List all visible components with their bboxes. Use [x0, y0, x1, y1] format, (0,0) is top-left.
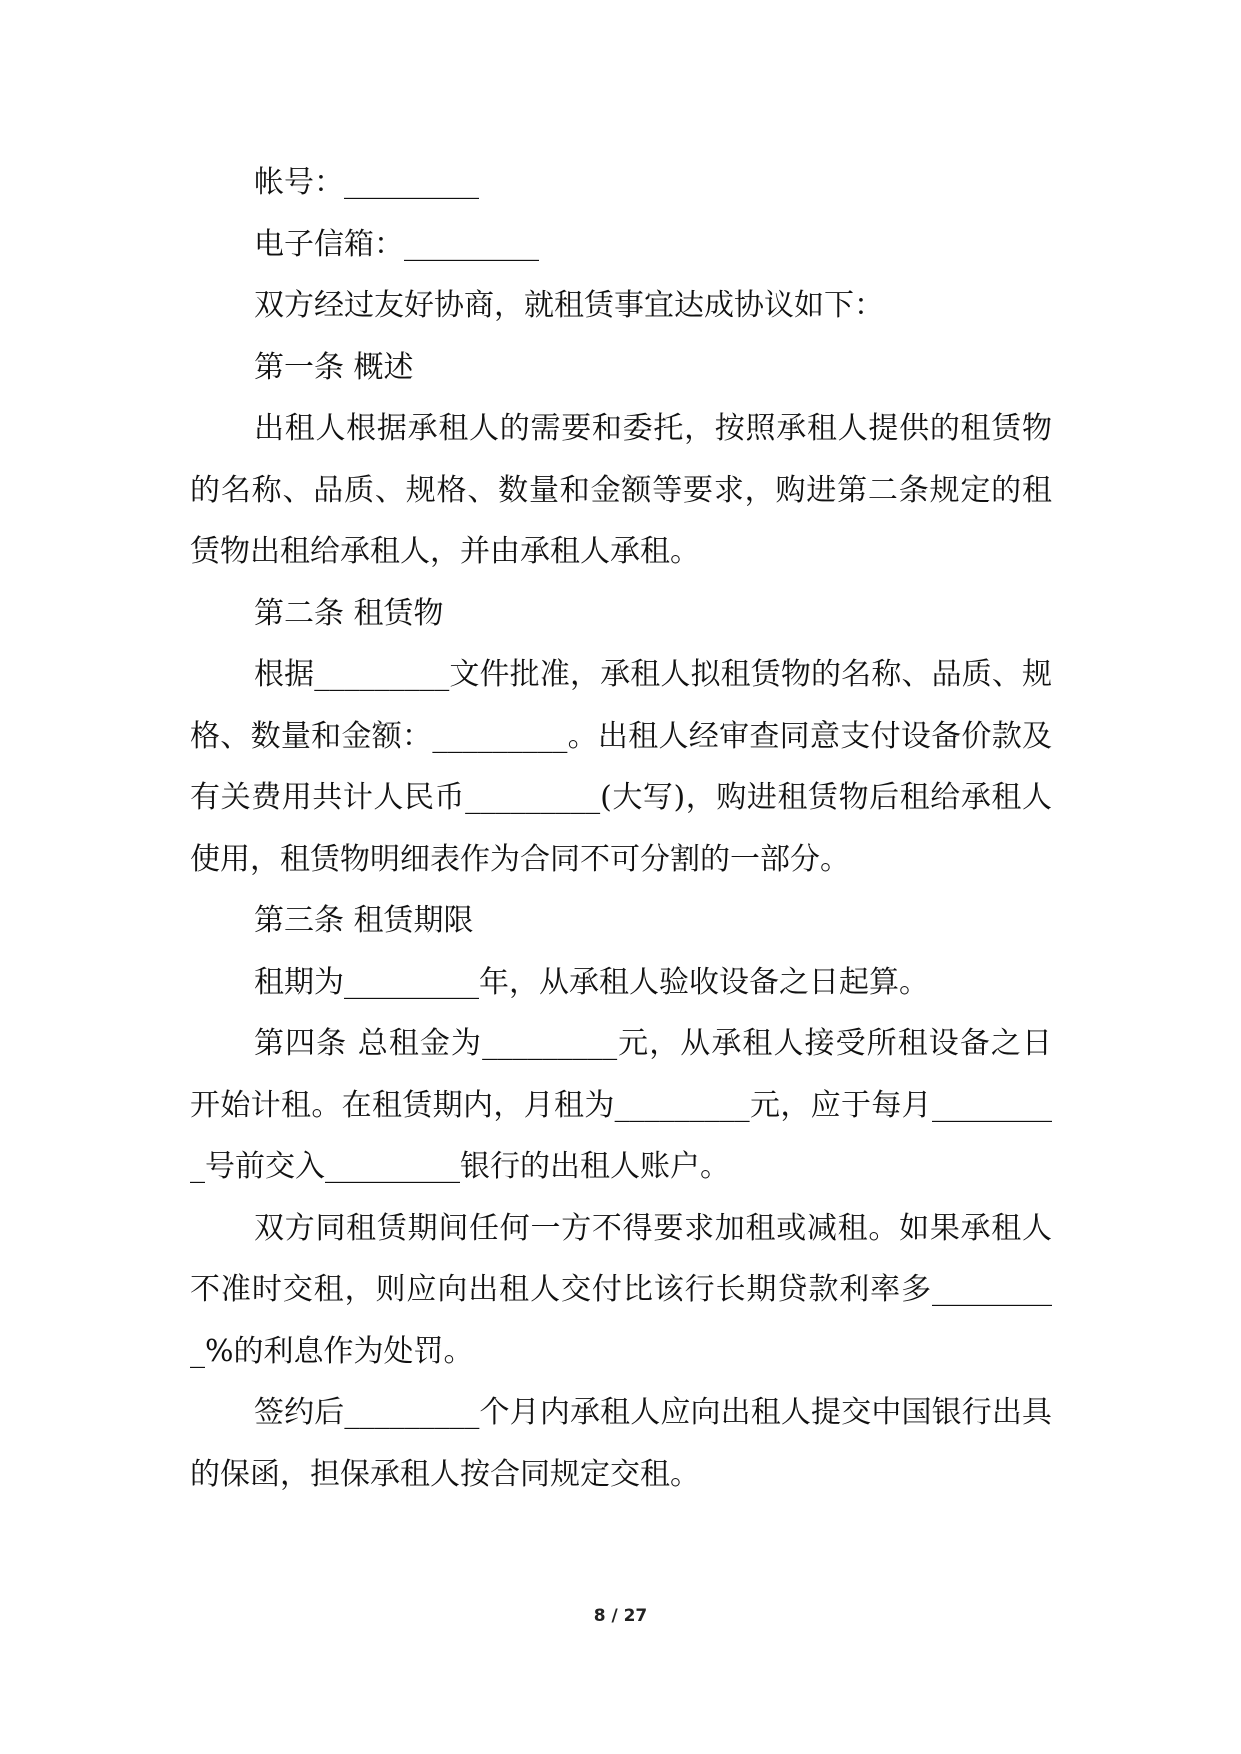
guarantee-text: 签约后_________个月内承租人应向出租人提交中国银行出具的保函，担保承租人按合同规定交租。: [190, 1395, 1052, 1492]
article-2-heading: 第二条 租赁物: [254, 595, 444, 631]
agreement-intro: 双方经过友好协商，就租赁事宜达成协议如下：: [254, 288, 884, 323]
article-2-text: 根据_________文件批准，承租人拟租赁物的名称、品质、规格、数量和金额：_________。出租人经审查同意支付设备价款及有关费用共计人民币_________(大写)，购进租赁物后租给承租人使用，租赁物明细表作为合同不可分割的一部分。: [190, 657, 1052, 877]
email-line: 电子信箱：_________: [254, 226, 539, 262]
article-3-heading: 第三条 租赁期限: [254, 903, 474, 938]
article-4-text: 第四条 总租金为_________元，从承租人接受所租设备之日开始计租。在租赁期内，月租为_________元，应于每月_________号前交入_________银行的出租人账户。: [190, 1026, 1052, 1184]
account-number-line: 帐号：_________: [254, 165, 479, 200]
article-1-text: 出租人根据承租人的需要和委托，按照承租人提供的租赁物的名称、品质、规格、数量和金额等要求，购进第二条规定的租赁物出租给承租人，并由承租人承租。: [190, 411, 1052, 569]
document-body: [190, 152, 1052, 1505]
rent-adjustment-text: 双方同租赁期间任何一方不得要求加租或减租。如果承租人不准时交租，则应向出租人交付比该行长期贷款利率多_________%的利息作为处罚。: [190, 1210, 1052, 1369]
article-1-heading: 第一条 概述: [254, 349, 414, 385]
page-number: 8 / 27: [593, 1606, 648, 1626]
article-3-text: 租期为_________年，从承租人验收设备之日起算。: [254, 964, 929, 1000]
